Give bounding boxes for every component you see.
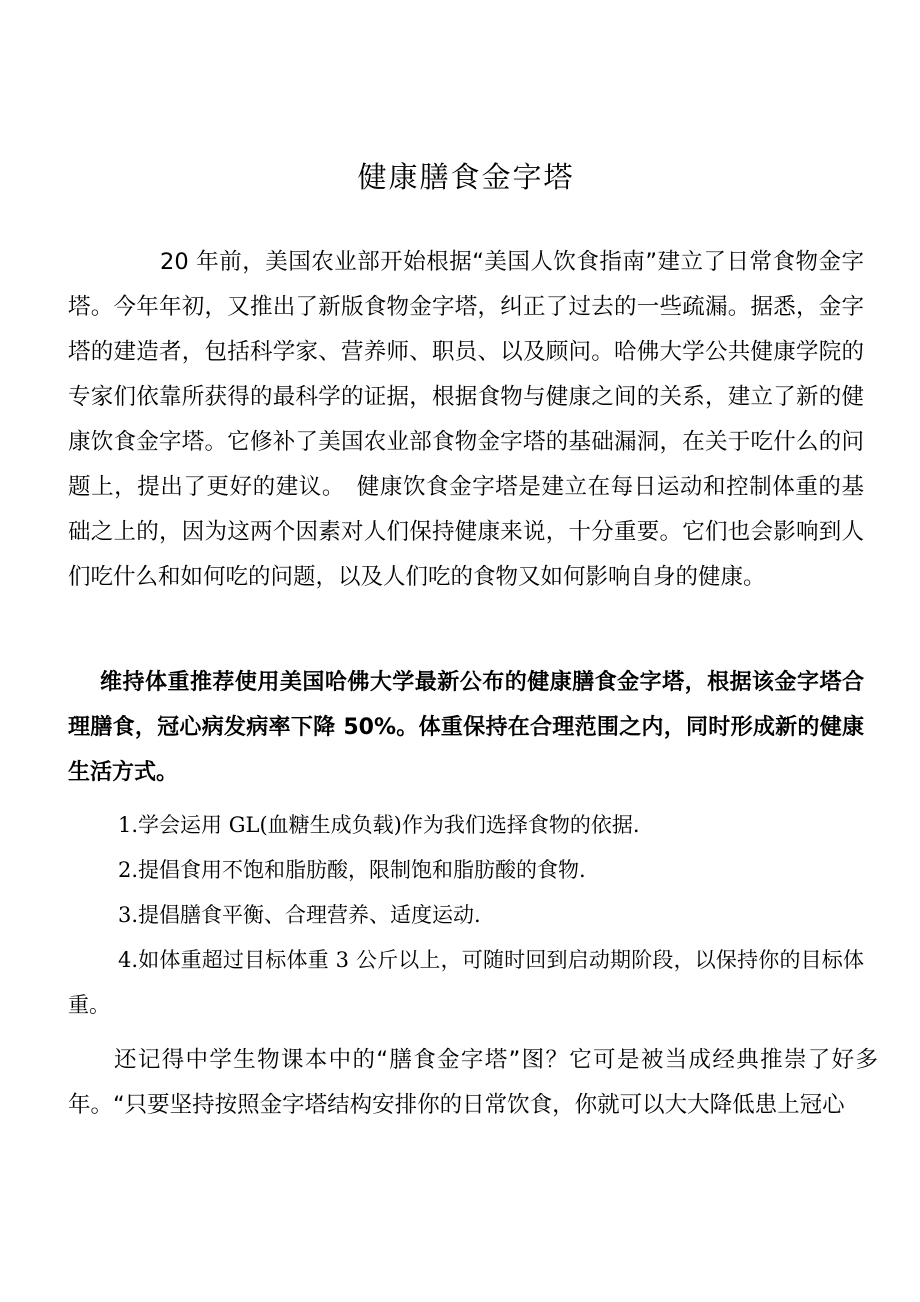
- page-title: 健康膳食金字塔: [357, 160, 575, 194]
- paragraph-final: 还记得中学生物课本中的“膳食金字塔”图？它可是被当成经典推崇了好多年。“只要坚持按照金字塔结构安排你的日常饮食，你就可以大大降低患上冠心: [68, 1047, 878, 1118]
- tips-list: [68, 795, 864, 1028]
- list-item-number: 3.: [118, 903, 139, 927]
- paragraph-weight-control: 维持体重推荐使用美国哈佛大学最新公布的健康膳食金字塔，根据该金字塔合理膳食，冠心病发病率下降 50%。体重保持在合理范围之内，同时形成新的健康生活方式。: [68, 670, 864, 785]
- document-content: [68, 0, 878, 1128]
- paragraph-intro: 20 年前，美国农业部开始根据“美国人饮食指南”建立了日常食物金字塔。今年年初，又推出了新版食物金字塔，纠正了过去的一些疏漏。据悉，金字塔的建造者，包括科学家、营养师、职员、以及顾问。哈佛大学公共健康学院的专家们依靠所获得的最科学的证据，根据食物与健康之间的关系，建立了新的健康饮食金字塔。它修补了美国农业部食物金字塔的基础漏洞，在关于吃什么的问题上，提出了更好的建议。 健康饮食金字塔是建立在每日运动和控制体重的基础之上的，因为这两个因素对人们保持健康来说，十分重要。它们也会影响到人们吃什么和如何吃的问题，以及人们吃的食物又如何影响自身的健康。: [68, 249, 864, 590]
- list-item-text: 提倡膳食平衡、合理营养、适度运动.: [138, 903, 481, 927]
- list-item-number: 2.: [118, 858, 139, 882]
- list-item-number: 4.: [118, 948, 139, 972]
- list-item-text: 提倡食用不饱和脂肪酸，限制饱和脂肪酸的食物.: [138, 858, 586, 882]
- list-item-number: 1.: [118, 813, 139, 837]
- list-item: [68, 848, 864, 893]
- list-item-text: 学会运用 GL(血糖生成负载)作为我们选择食物的依据.: [138, 813, 640, 837]
- list-item-text: 如体重超过目标体重 3 公斤以上，可随时回到启动期阶段，以保持你的目标体重。: [68, 948, 864, 1017]
- list-item: [68, 938, 864, 1028]
- list-item: [68, 803, 864, 848]
- list-item: [68, 893, 864, 938]
